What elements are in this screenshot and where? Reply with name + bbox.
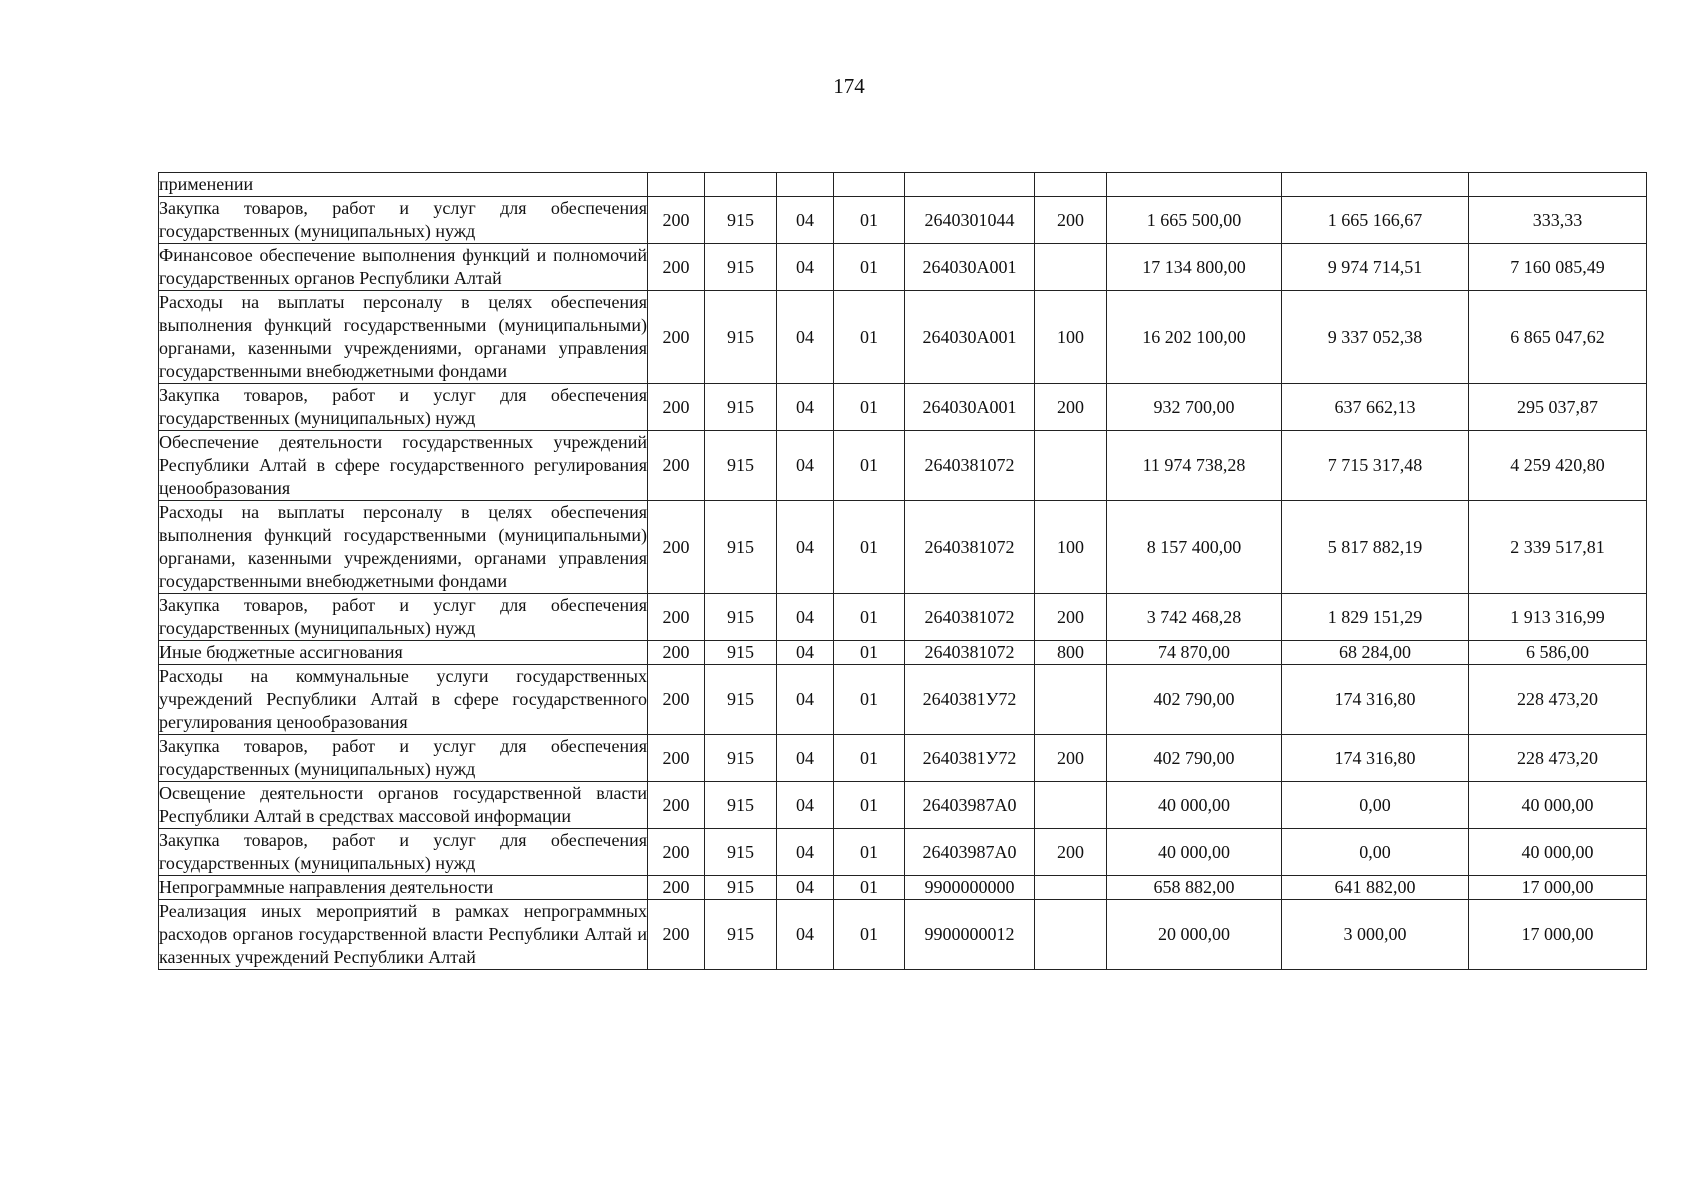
ministry-code: 915	[705, 900, 777, 970]
amount-remaining: 6 586,00	[1469, 641, 1647, 665]
chapter-code: 04	[777, 782, 834, 829]
ministry-code: 915	[705, 384, 777, 431]
row-description: Закупка товаров, работ и услуг для обеспечения государственных (муниципальных) нужд	[159, 594, 648, 641]
target-article-code: 2640381072	[905, 641, 1035, 665]
table-row	[159, 665, 1647, 735]
chapter-code: 04	[777, 829, 834, 876]
amount-executed: 1 829 151,29	[1282, 594, 1469, 641]
amount-remaining: 17 000,00	[1469, 876, 1647, 900]
expense-type-code	[1035, 431, 1107, 501]
amount-remaining: 2 339 517,81	[1469, 501, 1647, 594]
row-description: Финансовое обеспечение выполнения функций и полномочий государственных органов Республики Алтай	[159, 244, 648, 291]
row-description: Расходы на коммунальные услуги государственных учреждений Республики Алтай в сфере государственного регулирования ценообразования	[159, 665, 648, 735]
amount-approved: 74 870,00	[1107, 641, 1282, 665]
subsection-code: 01	[834, 501, 905, 594]
ministry-code: 915	[705, 291, 777, 384]
chapter-code: 04	[777, 900, 834, 970]
section-code: 200	[648, 782, 705, 829]
section-code: 200	[648, 197, 705, 244]
amount-remaining: 1 913 316,99	[1469, 594, 1647, 641]
table-row	[159, 173, 1647, 197]
ministry-code: 915	[705, 197, 777, 244]
row-description: Расходы на выплаты персоналу в целях обеспечения выполнения функций государственными (муниципальными) органами, казенными учреждениями, органами управления государственными внебюджетными фондами	[159, 501, 648, 594]
table-row	[159, 829, 1647, 876]
table-row	[159, 197, 1647, 244]
chapter-code: 04	[777, 594, 834, 641]
amount-remaining: 40 000,00	[1469, 782, 1647, 829]
amount-executed: 641 882,00	[1282, 876, 1469, 900]
amount-approved: 932 700,00	[1107, 384, 1282, 431]
ministry-code: 915	[705, 594, 777, 641]
target-article-code: 9900000000	[905, 876, 1035, 900]
target-article-code: 264030А001	[905, 384, 1035, 431]
row-description: Освещение деятельности органов государственной власти Республики Алтай в средствах массовой информации	[159, 782, 648, 829]
row-description: Иные бюджетные ассигнования	[159, 641, 648, 665]
target-article-code: 2640381072	[905, 594, 1035, 641]
row-description: Расходы на выплаты персоналу в целях обеспечения выполнения функций государственными (муниципальными) органами, казенными учреждениями, органами управления государственными внебюджетными фондами	[159, 291, 648, 384]
chapter-code: 04	[777, 431, 834, 501]
table-row	[159, 384, 1647, 431]
table-row	[159, 735, 1647, 782]
table-row	[159, 594, 1647, 641]
section-code: 200	[648, 431, 705, 501]
amount-remaining: 333,33	[1469, 197, 1647, 244]
subsection-code: 01	[834, 665, 905, 735]
ministry-code: 915	[705, 665, 777, 735]
amount-executed: 3 000,00	[1282, 900, 1469, 970]
amount-approved: 16 202 100,00	[1107, 291, 1282, 384]
subsection-code: 01	[834, 782, 905, 829]
target-article-code: 2640381У72	[905, 735, 1035, 782]
table-row	[159, 431, 1647, 501]
amount-approved: 20 000,00	[1107, 900, 1282, 970]
target-article-code	[905, 173, 1035, 197]
section-code: 200	[648, 665, 705, 735]
chapter-code: 04	[777, 876, 834, 900]
amount-executed: 174 316,80	[1282, 735, 1469, 782]
row-description: Непрограммные направления деятельности	[159, 876, 648, 900]
expense-type-code: 200	[1035, 735, 1107, 782]
amount-approved: 11 974 738,28	[1107, 431, 1282, 501]
section-code: 200	[648, 291, 705, 384]
section-code: 200	[648, 244, 705, 291]
amount-approved: 658 882,00	[1107, 876, 1282, 900]
table-row	[159, 641, 1647, 665]
section-code: 200	[648, 641, 705, 665]
section-code: 200	[648, 594, 705, 641]
subsection-code: 01	[834, 384, 905, 431]
subsection-code: 01	[834, 197, 905, 244]
amount-approved: 40 000,00	[1107, 829, 1282, 876]
target-article-code: 2640381У72	[905, 665, 1035, 735]
ministry-code: 915	[705, 501, 777, 594]
ministry-code: 915	[705, 735, 777, 782]
ministry-code: 915	[705, 876, 777, 900]
ministry-code: 915	[705, 244, 777, 291]
table-row	[159, 900, 1647, 970]
row-description: Обеспечение деятельности государственных учреждений Республики Алтай в сфере государственного регулирования ценообразования	[159, 431, 648, 501]
amount-approved: 17 134 800,00	[1107, 244, 1282, 291]
row-description: применении	[159, 173, 648, 197]
chapter-code: 04	[777, 244, 834, 291]
chapter-code: 04	[777, 197, 834, 244]
amount-executed: 637 662,13	[1282, 384, 1469, 431]
expense-type-code: 200	[1035, 829, 1107, 876]
table-row	[159, 782, 1647, 829]
amount-approved: 3 742 468,28	[1107, 594, 1282, 641]
expense-type-code	[1035, 173, 1107, 197]
amount-approved: 40 000,00	[1107, 782, 1282, 829]
row-description: Закупка товаров, работ и услуг для обеспечения государственных (муниципальных) нужд	[159, 829, 648, 876]
amount-executed: 0,00	[1282, 829, 1469, 876]
chapter-code: 04	[777, 384, 834, 431]
expense-type-code: 800	[1035, 641, 1107, 665]
chapter-code	[777, 173, 834, 197]
subsection-code	[834, 173, 905, 197]
amount-remaining: 228 473,20	[1469, 665, 1647, 735]
section-code: 200	[648, 876, 705, 900]
expense-type-code: 200	[1035, 594, 1107, 641]
amount-executed: 174 316,80	[1282, 665, 1469, 735]
amount-approved: 1 665 500,00	[1107, 197, 1282, 244]
amount-approved: 8 157 400,00	[1107, 501, 1282, 594]
subsection-code: 01	[834, 291, 905, 384]
expense-type-code: 200	[1035, 197, 1107, 244]
section-code	[648, 173, 705, 197]
chapter-code: 04	[777, 291, 834, 384]
amount-executed: 9 974 714,51	[1282, 244, 1469, 291]
target-article-code: 9900000012	[905, 900, 1035, 970]
expense-type-code	[1035, 876, 1107, 900]
chapter-code: 04	[777, 665, 834, 735]
budget-table	[158, 172, 1647, 970]
amount-executed: 7 715 317,48	[1282, 431, 1469, 501]
expense-type-code	[1035, 782, 1107, 829]
amount-executed: 1 665 166,67	[1282, 197, 1469, 244]
section-code: 200	[648, 384, 705, 431]
row-description: Реализация иных мероприятий в рамках непрограммных расходов органов государственной власти Республики Алтай и казенных учреждений Республики Алтай	[159, 900, 648, 970]
subsection-code: 01	[834, 641, 905, 665]
target-article-code: 264030А001	[905, 291, 1035, 384]
amount-executed: 0,00	[1282, 782, 1469, 829]
row-description: Закупка товаров, работ и услуг для обеспечения государственных (муниципальных) нужд	[159, 197, 648, 244]
amount-executed: 68 284,00	[1282, 641, 1469, 665]
amount-executed	[1282, 173, 1469, 197]
amount-remaining: 7 160 085,49	[1469, 244, 1647, 291]
expense-type-code	[1035, 244, 1107, 291]
ministry-code	[705, 173, 777, 197]
target-article-code: 2640381072	[905, 431, 1035, 501]
target-article-code: 2640301044	[905, 197, 1035, 244]
amount-remaining: 228 473,20	[1469, 735, 1647, 782]
section-code: 200	[648, 829, 705, 876]
chapter-code: 04	[777, 501, 834, 594]
target-article-code: 26403987А0	[905, 782, 1035, 829]
expense-type-code: 200	[1035, 384, 1107, 431]
chapter-code: 04	[777, 735, 834, 782]
table-row	[159, 291, 1647, 384]
section-code: 200	[648, 501, 705, 594]
subsection-code: 01	[834, 594, 905, 641]
expense-type-code	[1035, 665, 1107, 735]
amount-executed: 5 817 882,19	[1282, 501, 1469, 594]
ministry-code: 915	[705, 431, 777, 501]
ministry-code: 915	[705, 782, 777, 829]
amount-approved	[1107, 173, 1282, 197]
section-code: 200	[648, 735, 705, 782]
subsection-code: 01	[834, 829, 905, 876]
amount-executed: 9 337 052,38	[1282, 291, 1469, 384]
table-row	[159, 501, 1647, 594]
target-article-code: 2640381072	[905, 501, 1035, 594]
amount-remaining: 17 000,00	[1469, 900, 1647, 970]
section-code: 200	[648, 900, 705, 970]
expense-type-code: 100	[1035, 291, 1107, 384]
row-description: Закупка товаров, работ и услуг для обеспечения государственных (муниципальных) нужд	[159, 735, 648, 782]
amount-remaining	[1469, 173, 1647, 197]
table-row	[159, 244, 1647, 291]
expense-type-code	[1035, 900, 1107, 970]
amount-approved: 402 790,00	[1107, 665, 1282, 735]
subsection-code: 01	[834, 900, 905, 970]
expense-type-code: 100	[1035, 501, 1107, 594]
amount-remaining: 6 865 047,62	[1469, 291, 1647, 384]
target-article-code: 26403987А0	[905, 829, 1035, 876]
chapter-code: 04	[777, 641, 834, 665]
subsection-code: 01	[834, 431, 905, 501]
amount-approved: 402 790,00	[1107, 735, 1282, 782]
ministry-code: 915	[705, 641, 777, 665]
subsection-code: 01	[834, 244, 905, 291]
subsection-code: 01	[834, 735, 905, 782]
table-row	[159, 876, 1647, 900]
ministry-code: 915	[705, 829, 777, 876]
page-number: 174	[833, 74, 865, 98]
amount-remaining: 295 037,87	[1469, 384, 1647, 431]
subsection-code: 01	[834, 876, 905, 900]
amount-remaining: 4 259 420,80	[1469, 431, 1647, 501]
amount-remaining: 40 000,00	[1469, 829, 1647, 876]
row-description: Закупка товаров, работ и услуг для обеспечения государственных (муниципальных) нужд	[159, 384, 648, 431]
target-article-code: 264030А001	[905, 244, 1035, 291]
